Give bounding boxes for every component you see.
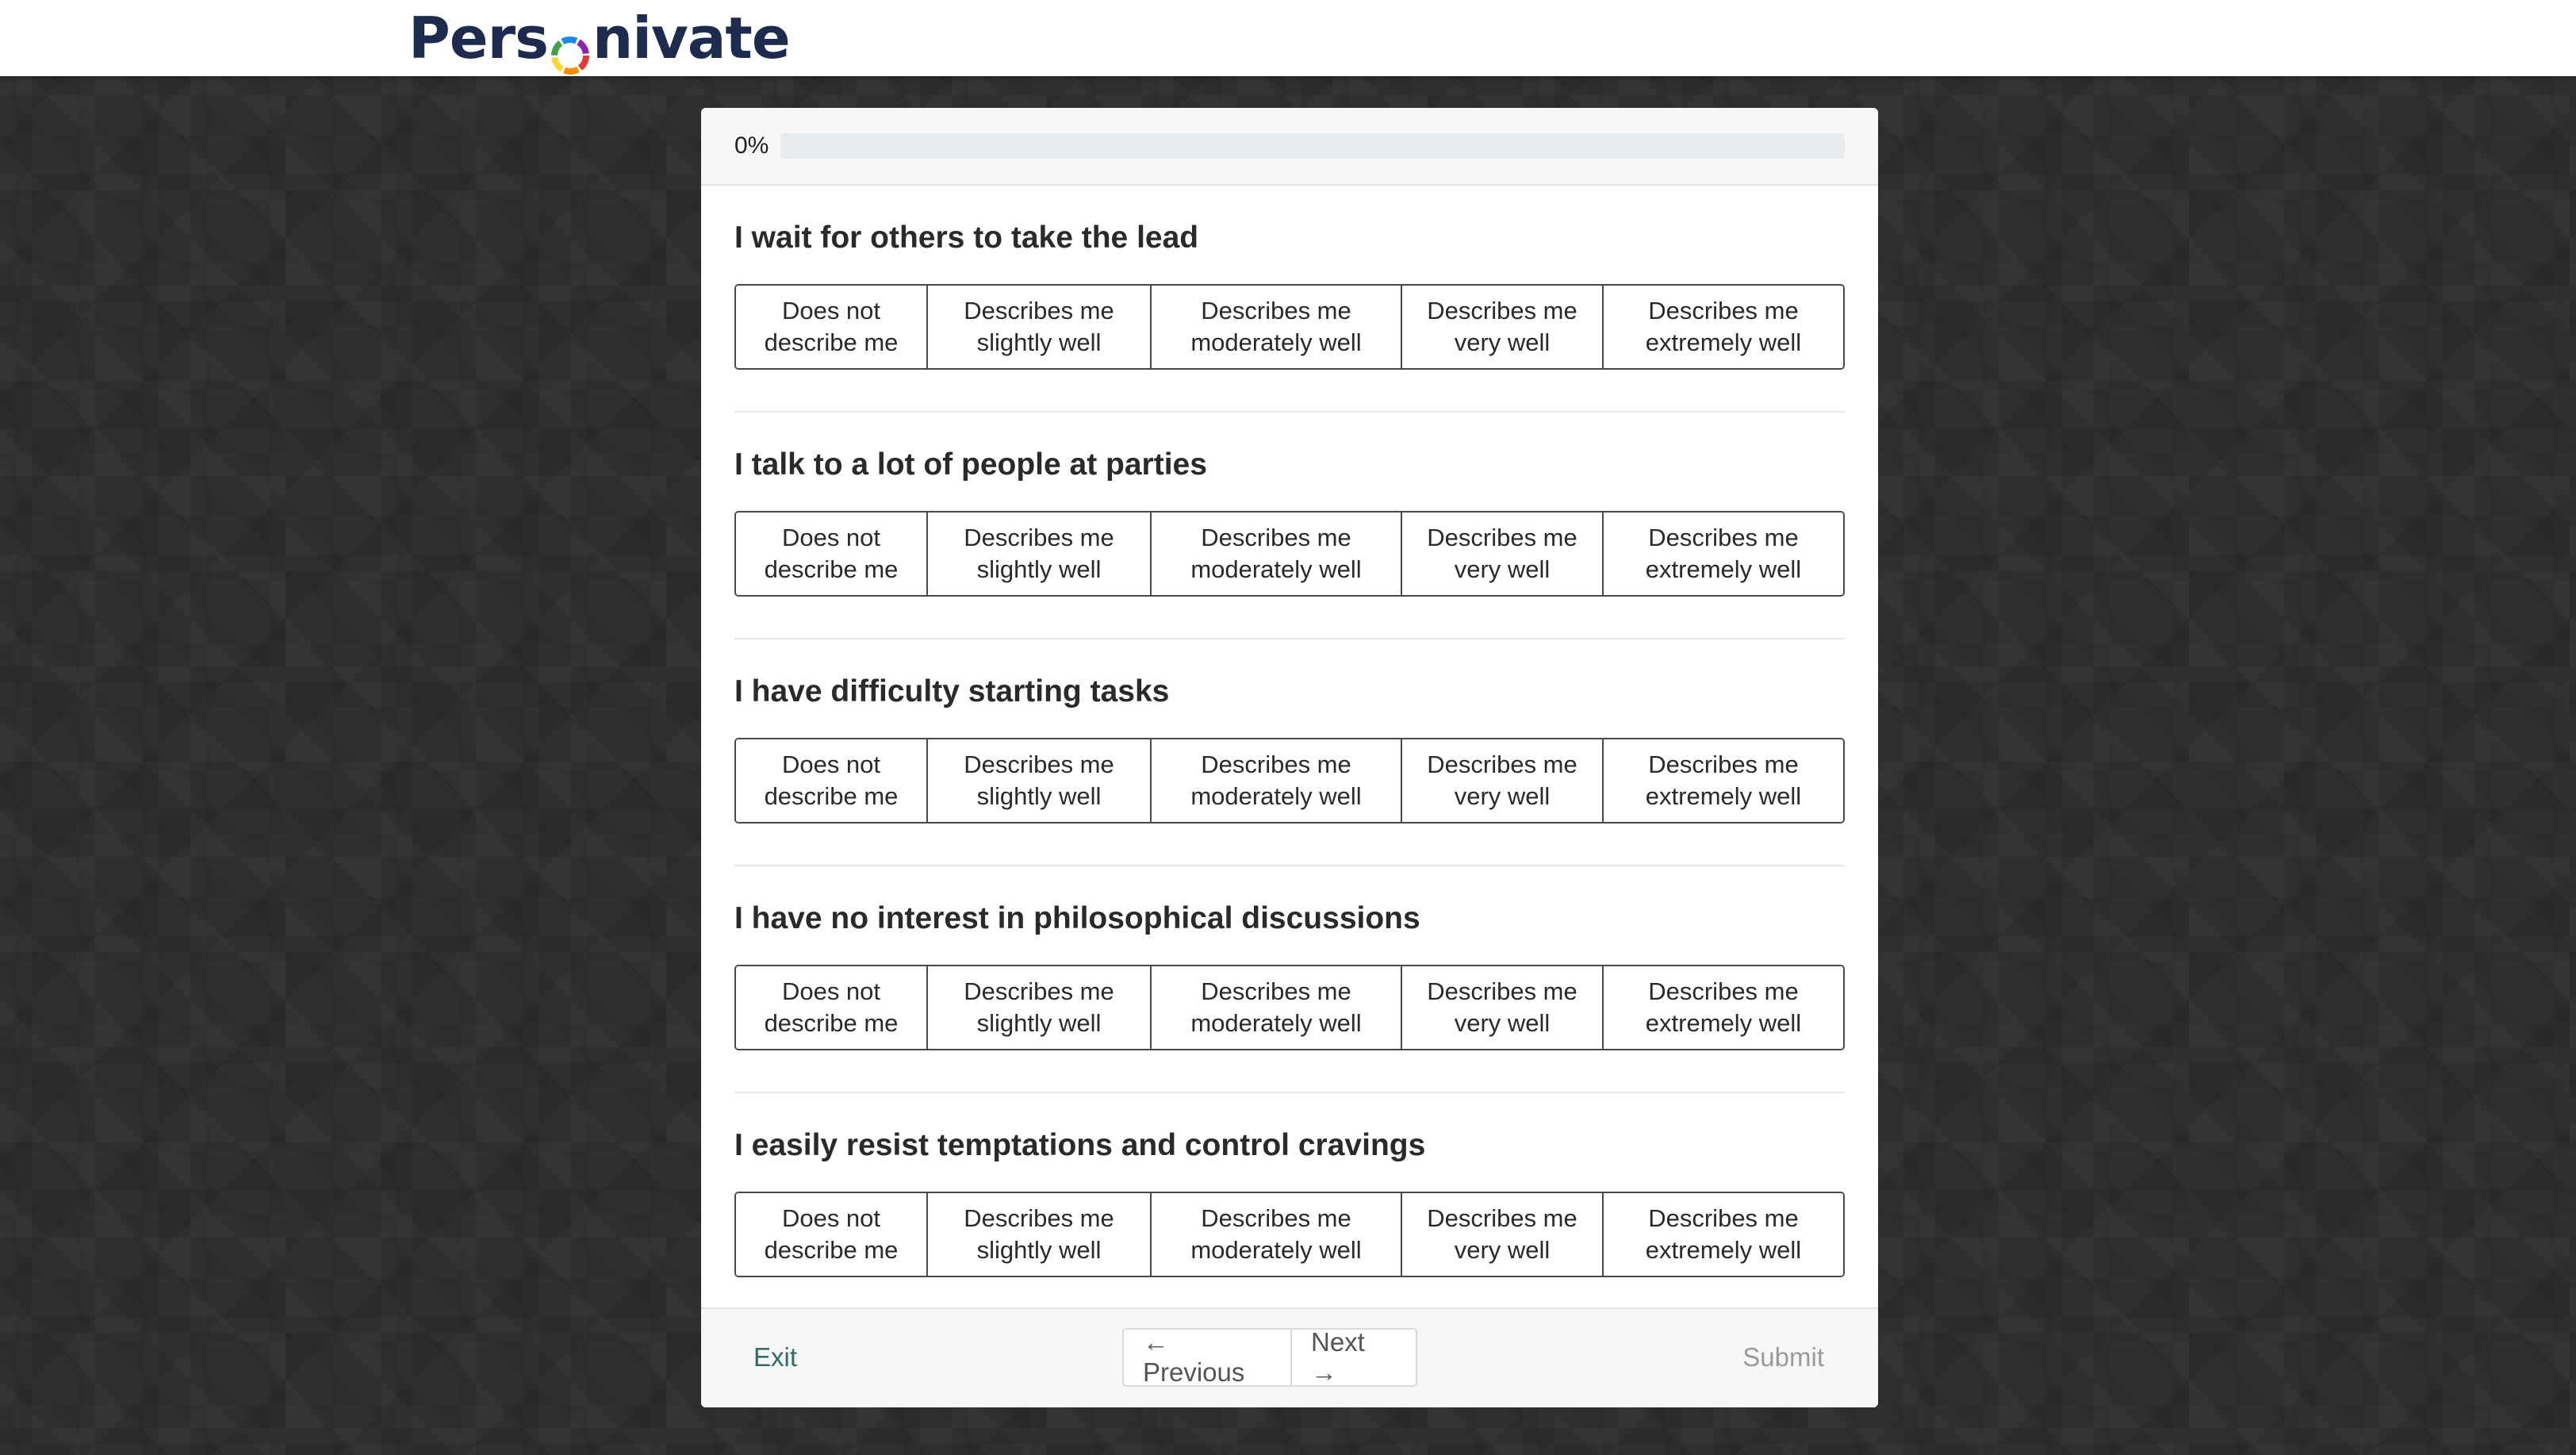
option-extremely-well[interactable]: Describes me extremely well: [1604, 1193, 1843, 1276]
question-item: [734, 186, 1845, 413]
option-extremely-well[interactable]: Describes me extremely well: [1604, 739, 1843, 822]
option-very-well[interactable]: Describes me very well: [1402, 286, 1604, 368]
question-title: I have no interest in philosophical discussions: [734, 901, 1420, 935]
survey-card: [701, 108, 1878, 1407]
option-does-not-describe-me[interactable]: Does not describe me: [736, 739, 928, 822]
option-moderately-well[interactable]: Describes me moderately well: [1152, 1193, 1402, 1276]
option-moderately-well[interactable]: Describes me moderately well: [1152, 286, 1402, 368]
option-moderately-well[interactable]: Describes me moderately well: [1152, 513, 1402, 595]
question-title: I have difficulty starting tasks: [734, 674, 1170, 708]
question-item: [734, 413, 1845, 639]
submit-button[interactable]: Submit: [1742, 1342, 1824, 1372]
question-title: I wait for others to take the lead: [734, 221, 1199, 255]
option-extremely-well[interactable]: Describes me extremely well: [1604, 966, 1843, 1049]
option-slightly-well[interactable]: Describes me slightly well: [928, 1193, 1152, 1276]
option-moderately-well[interactable]: Describes me moderately well: [1152, 739, 1402, 822]
brand-text-prefix: Pers: [408, 5, 548, 71]
previous-button[interactable]: ← Previous: [1124, 1330, 1292, 1385]
question-title: I talk to a lot of people at parties: [734, 447, 1207, 482]
option-does-not-describe-me[interactable]: Does not describe me: [736, 513, 928, 595]
option-slightly-well[interactable]: Describes me slightly well: [928, 739, 1152, 822]
answer-options: [734, 965, 1845, 1050]
progress-label: 0%: [734, 132, 769, 159]
top-bar: [0, 0, 2576, 76]
option-extremely-well[interactable]: Describes me extremely well: [1604, 286, 1843, 368]
option-very-well[interactable]: Describes me very well: [1402, 1193, 1604, 1276]
progress-bar: [780, 133, 1845, 159]
question-list: [701, 186, 1878, 1320]
option-extremely-well[interactable]: Describes me extremely well: [1604, 513, 1843, 595]
survey-footer: [701, 1307, 1878, 1407]
answer-options: [734, 738, 1845, 823]
question-item: [734, 866, 1845, 1093]
exit-button[interactable]: Exit: [753, 1342, 798, 1372]
progress-section: [701, 108, 1878, 186]
brand-text-suffix: nivate: [592, 5, 790, 71]
option-very-well[interactable]: Describes me very well: [1402, 739, 1604, 822]
answer-options: [734, 1192, 1845, 1277]
option-slightly-well[interactable]: Describes me slightly well: [928, 513, 1152, 595]
question-item: [734, 1093, 1845, 1320]
option-slightly-well[interactable]: Describes me slightly well: [928, 286, 1152, 368]
option-does-not-describe-me[interactable]: Does not describe me: [736, 966, 928, 1049]
brand-color-wheel-icon: [550, 23, 591, 64]
next-button[interactable]: Next →: [1311, 1327, 1365, 1387]
option-slightly-well[interactable]: Describes me slightly well: [928, 966, 1152, 1049]
option-very-well[interactable]: Describes me very well: [1402, 513, 1604, 595]
pagination-nav: [1122, 1328, 1417, 1387]
question-item: [734, 639, 1845, 866]
option-very-well[interactable]: Describes me very well: [1402, 966, 1604, 1049]
option-does-not-describe-me[interactable]: Does not describe me: [736, 286, 928, 368]
question-title: I easily resist temptations and control cravings: [734, 1128, 1426, 1162]
answer-options: [734, 284, 1845, 370]
answer-options: [734, 511, 1845, 597]
brand-logo[interactable]: [408, 5, 790, 71]
option-moderately-well[interactable]: Describes me moderately well: [1152, 966, 1402, 1049]
option-does-not-describe-me[interactable]: Does not describe me: [736, 1193, 928, 1276]
